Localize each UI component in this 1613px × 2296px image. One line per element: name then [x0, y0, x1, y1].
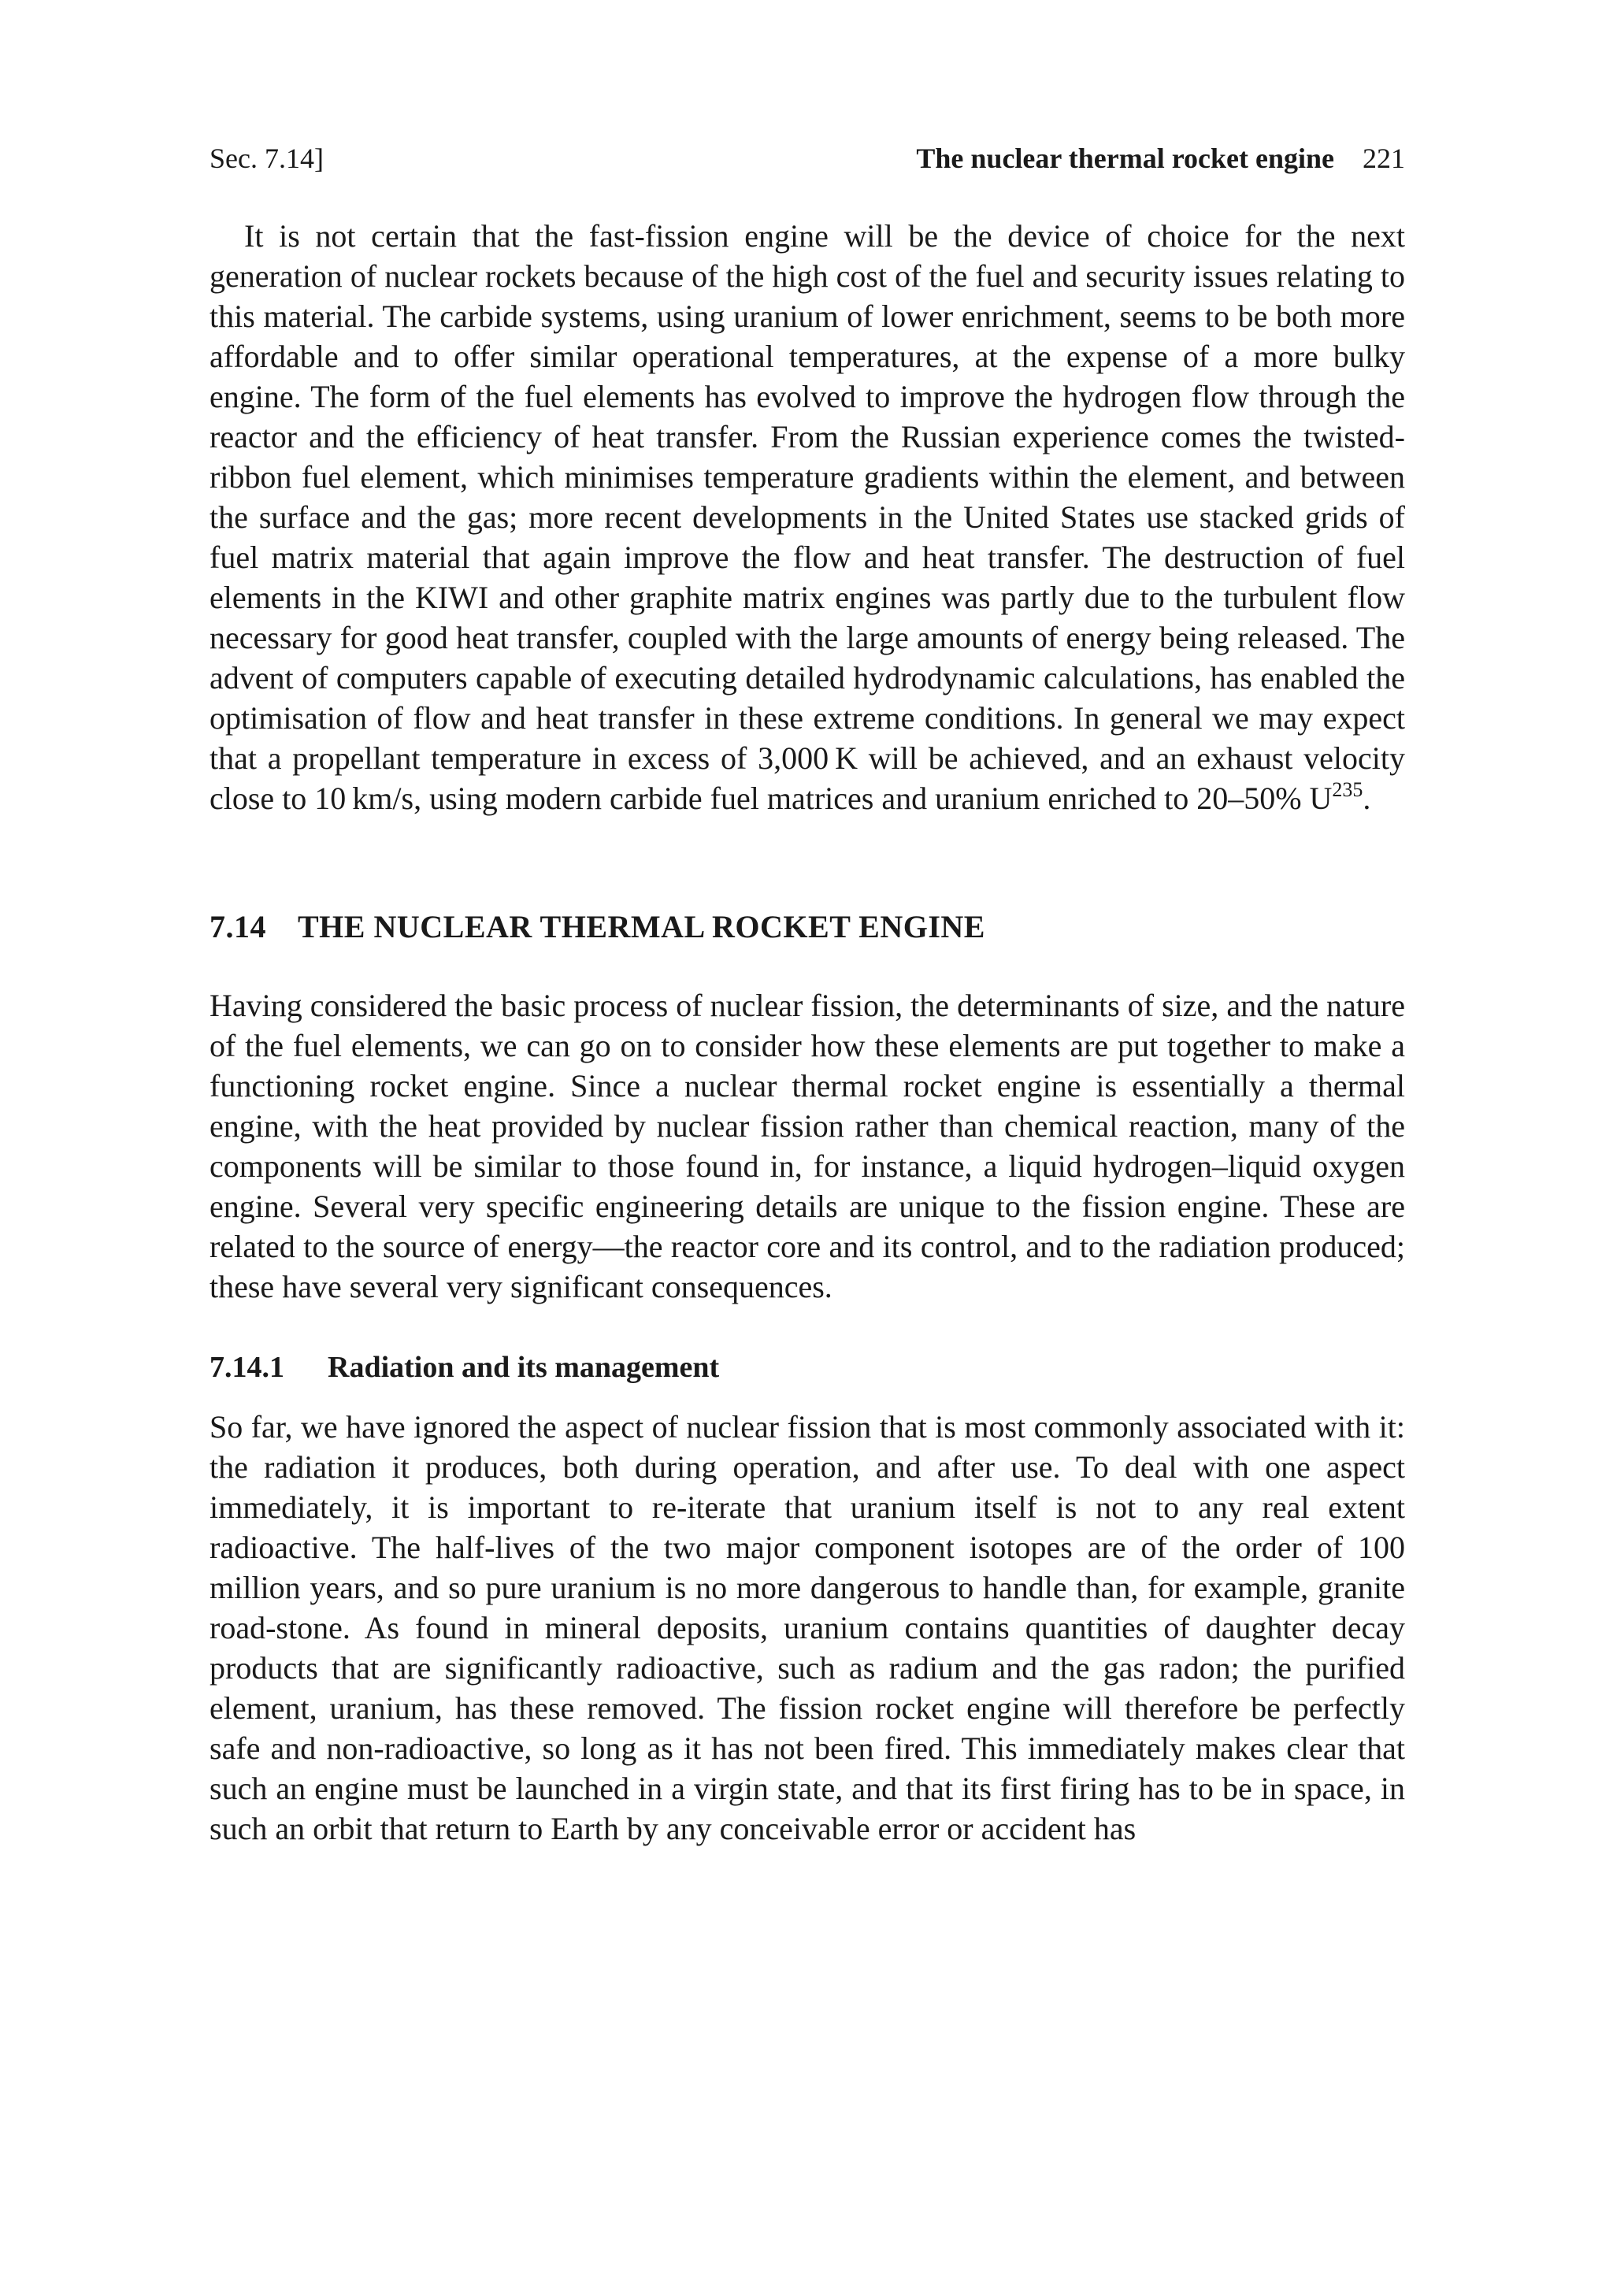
- running-head-section-ref: Sec. 7.14]: [210, 143, 324, 174]
- running-head-right: [916, 139, 1405, 178]
- book-page: [210, 139, 1405, 1849]
- subsection-number: 7.14.1: [210, 1351, 284, 1384]
- running-head: [210, 139, 1405, 178]
- paragraph-fuel-elements-end: .: [1363, 781, 1371, 816]
- paragraph-fuel-elements-text: It is not certain that the fast-fission engine will be the device of choice for the next generation of nuclear rockets because of the high cost of the fuel and security issues relating to this material. The carbide systems, using uranium of lower enrichment, seems to be both more affordable and to offer similar operational temperatures, at the expense of a more bulky engine. The form of the fuel elements has evolved to improve the hydrogen flow through the reactor and the efficiency of heat transfer. From the Russian experience comes the twisted-ribbon fuel element, which minimises temperature gradients within the element, and between the surface and the gas; more recent developments in the United States use stacked grids of fuel matrix material that again improve the flow and heat transfer. The destruction of fuel elements in the KIWI and other graphite matrix engines was partly due to the turbulent flow necessary for good heat transfer, coupled with the large amounts of energy being released. The advent of computers capable of executing detailed hydrodynamic calculations, has enabled the optimisation of flow and heat transfer in these extreme conditions. In general we may expect that a propellant temperature in excess of 3,000 K will be achieved, and an exhaust velocity close to 10 km/s, using modern carbide fuel matrices and uranium enriched to 20–50% U: [210, 218, 1405, 816]
- subsection-title: Radiation and its management: [328, 1351, 720, 1384]
- paragraph-radiation: So far, we have ignored the aspect of nuclear fission that is most commonly associated with it: the radiation it produces, both during operation, and after use. To deal with one aspect immediately, it is important to re-iterate that uranium itself is not to any real extent radioactive. The half-lives of the two major component isotopes are of the order of 100 million years, and so pure uranium is no more dangerous to handle than, for example, granite road-stone. As found in mineral deposits, uranium contains quantities of daughter decay products that are significantly radioactive, such as radium and the gas radon; the purified element, uranium, has these removed. The fission rocket engine will therefore be perfectly safe and non-radioactive, so long as it has not been fired. This immediately makes clear that such an engine must be launched in a virgin state, and that its first firing has to be in space, in such an orbit that return to Earth by any conceivable error or accident has: [210, 1409, 1405, 1846]
- paragraph-fuel-elements: [210, 216, 1405, 818]
- section-heading: [210, 907, 1405, 948]
- section-number: 7.14: [210, 909, 266, 944]
- running-head-title: The nuclear thermal rocket engine: [916, 143, 1334, 174]
- page-number: 221: [1363, 143, 1405, 174]
- subsection-heading: [210, 1347, 1405, 1388]
- section-title: THE NUCLEAR THERMAL ROCKET ENGINE: [298, 909, 985, 944]
- paragraph-engine-overview: Having considered the basic process of nuclear fission, the determinants of size, and the nature of the fuel elements, we can go on to consider how these elements are put together to make a functioning rocket engine. Since a nuclear thermal rocket engine is essentially a thermal engine, with the heat provided by nuclear fission rather than chemical reaction, many of the components will be similar to those found in, for instance, a liquid hydrogen–liquid oxygen engine. Several very specific engineering details are unique to the fission engine. These are related to the source of energy—the reactor core and its control, and to the radiation produced; these have several very significant consequences.: [210, 988, 1405, 1304]
- isotope-superscript: 235: [1332, 777, 1363, 801]
